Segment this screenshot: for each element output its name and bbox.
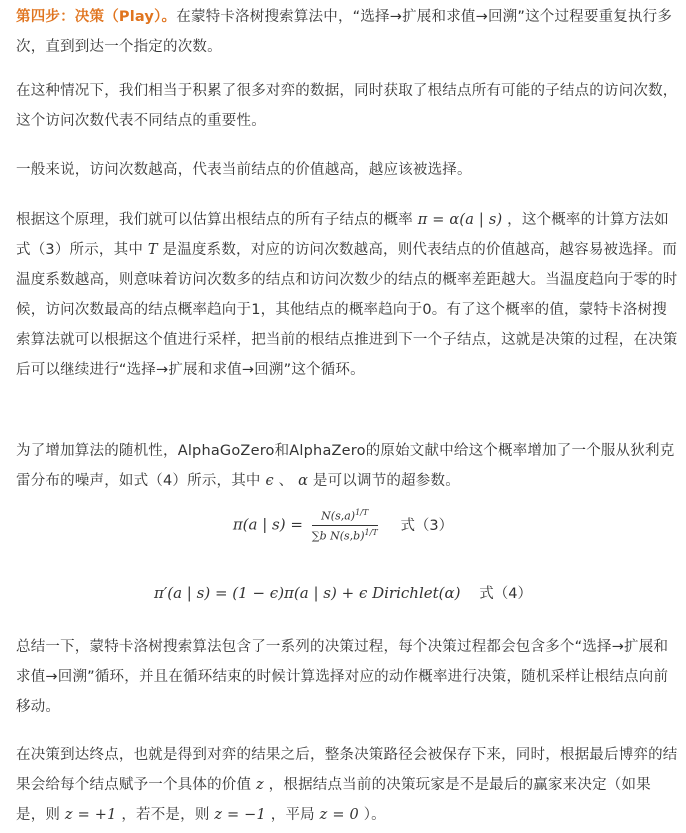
noise-after: 是可以调节的超参数。 — [312, 473, 460, 489]
outcome-sep2: ，平局 — [270, 807, 315, 823]
outcome-sep1: ，若不是，则 — [121, 807, 210, 823]
prob-formula: π = α(a | s) — [417, 212, 503, 228]
eq3-tag: 式（3） — [400, 517, 454, 534]
paragraph-probability — [16, 205, 678, 385]
noise-before: 为了增加算法的随机性，AlphaGoZero和AlphaZero的原始文献中给这个概率增加了一个服从狄利克雷分布的噪声，如式（4）所示，其中 — [16, 443, 675, 489]
prob-after: 是温度系数，对应的访问次数越高，则代表结点的价值越高，越容易被选择。而温度系数越高，则意味着访问次数多的结点和访问次数少的结点的概率差距越大。当温度趋向于零的时候，访问次数最高的结点概率趋向于1，其他结点的概率趋向于0。有了这个概率的值，蒙特卡洛树搜索算法就可以根据这个值进行采样，把当前的根结点推进到下一个子结点，这就是决策的过程，在决策后可以继续进行“选择→扩展和求值→回溯”这个循环。 — [16, 242, 678, 378]
outcome-after: ）。 — [363, 807, 386, 823]
z-win: z = +1 — [64, 807, 117, 823]
paragraph-summary: 总结一下，蒙特卡洛树搜索算法包含了一系列的决策过程，每个决策过程都会包含多个“选择→扩展和求值→回溯”循环，并且在循环结束的时候计算选择对应的动作概率进行决策，随机采样让根结点向前移动。 — [16, 639, 669, 715]
eq3-denominator: ∑b $N(s,b)^{1/T}$ — [311, 527, 378, 543]
temperature-symbol: T — [147, 242, 158, 258]
step-heading: 第四步：决策（Play）。 — [16, 9, 177, 25]
outcome-middle: ，根据结点当前的决策玩家是不是最后的赢家来决定（如果是，则 — [16, 777, 651, 823]
step-text: 在蒙特卡洛树搜索算法中，“选择→扩展和求值→回溯”这个过程要重复执行多次，直到到达一个指定的次数。 — [16, 9, 673, 55]
equation-3 — [0, 508, 686, 542]
z-symbol: z — [256, 777, 264, 793]
alpha-symbol: α — [298, 473, 309, 489]
eq3-fraction — [312, 508, 378, 542]
paragraph-outcome — [16, 740, 678, 830]
prob-before: 根据这个原理，我们就可以估算出根结点的所有子结点的概率 — [16, 212, 413, 228]
paragraph-value: 一般来说，访问次数越高，代表当前结点的价值越高，越应该被选择。 — [16, 162, 472, 178]
eq3-numerator: $N(s,a)^{1/T}$ — [312, 508, 378, 526]
paragraph-step-four — [16, 2, 678, 62]
eq3-den-exponent: 1/T — [364, 527, 378, 537]
paragraph-noise — [16, 436, 678, 496]
eq4-tag: 式（4） — [479, 586, 533, 602]
eq4-formula: π′(a | s) = (1 − ϵ)π(a | s) + ϵ Dirichlet(α) — [153, 584, 461, 602]
epsilon-symbol: ϵ — [265, 473, 274, 489]
equation-4 — [0, 582, 686, 603]
prob-middle: ，这个概率的计算方法如式（3）所示，其中 — [16, 212, 669, 258]
z-draw: z = 0 — [319, 807, 359, 823]
outcome-before: 在决策到达终点，也就是得到对弈的结果之后，整条决策路径会被保存下来，同时，根据最后博弈的结果会给每个结点赋予一个具体的价值 — [16, 747, 678, 793]
eq3-num-exponent: 1/T — [355, 508, 369, 517]
noise-sep: 、 — [278, 473, 294, 489]
paragraph-visit-counts: 在这种情况下，我们相当于积累了很多对弈的数据，同时获取了根结点所有可能的子结点的访问次数，这个访问次数代表不同结点的重要性。 — [16, 83, 678, 129]
eq3-lhs: π(a | s) = — [232, 515, 303, 534]
z-lose: z = −1 — [214, 807, 266, 823]
